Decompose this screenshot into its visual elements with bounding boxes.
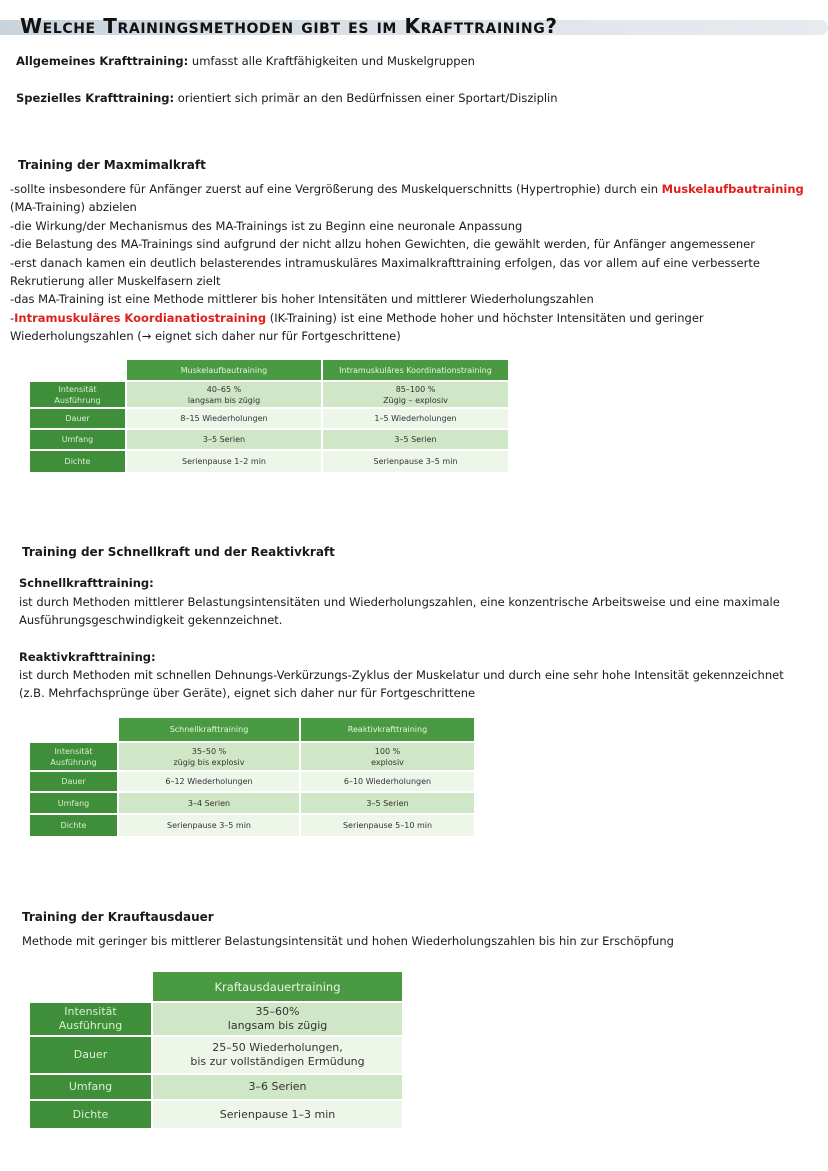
table-cell: 40–65 % langsam bis zügig <box>126 381 322 408</box>
table-corner <box>30 718 118 742</box>
ausdauer-table <box>30 972 402 1128</box>
row-label: Umfang <box>30 429 126 450</box>
page-title: Welche Trainingsmethoden gibt es im Krafttraining? <box>20 14 558 38</box>
table-cell: Serienpause 1–3 min <box>152 1100 402 1128</box>
ausdauer-text: Methode mit geringer bis mittlerer Belastungsintensität und hohen Wiederholungszahlen bis hin zur Erschöpfung <box>22 934 674 948</box>
table-row <box>30 408 508 429</box>
table-cell: 35–60% langsam bis zügig <box>152 1002 402 1036</box>
general-text: umfasst alle Kraftfähigkeiten und Muskelgruppen <box>188 54 475 68</box>
table-cell: Serienpause 3–5 min <box>118 814 300 836</box>
row-label: Dauer <box>30 771 118 792</box>
maximal-line-5: -erst danach kamen ein deutlich belasterendes intramuskuläres Maximalkrafttraining erfolgen, das vor allem auf eine verbesserte <box>10 256 760 270</box>
ik-training-highlight: Intramuskuläres Koordianatiostraining <box>14 311 267 325</box>
maximal-table <box>30 360 508 472</box>
maximal-line-1-text: -sollte insbesondere für Anfänger zuerst auf eine Vergrößerung des Muskelquerschnitts (Hypertrophie) durch ein <box>10 182 662 196</box>
schnell-heading: Training der Schnellkraft und der Reaktivkraft <box>22 545 335 559</box>
table-row <box>30 1036 402 1074</box>
schnellkraft-label: Schnellkrafttraining: <box>19 576 154 590</box>
maximal-line-9: Wiederholungszahlen (→ eignet sich daher nur für Fortgeschrittene) <box>10 329 401 343</box>
row-label: Dichte <box>30 1100 152 1128</box>
reaktivkraft-line-1: ist durch Methoden mit schnellen Dehnungs-Verkürzungs-Zyklus der Muskelatur und durch eine sehr hohe Intensität gekennzeichnet <box>19 668 784 682</box>
row-label: Intensität Ausführung <box>30 1002 152 1036</box>
row-label: Intensität Ausführung <box>30 381 126 408</box>
table-cell: 1–5 Wiederholungen <box>322 408 508 429</box>
table-row <box>30 1002 402 1036</box>
maximal-line-6: Rekrutierung aller Muskelfasern zielt <box>10 274 221 288</box>
reaktivkraft-line-2: (z.B. Mehrfachsprünge über Geräte), eignet sich daher nur für Fortgeschrittene <box>19 686 476 700</box>
table-cell: 100 % explosiv <box>300 742 474 771</box>
table-row <box>30 814 474 836</box>
column-header: Reaktivkrafttraining <box>300 718 474 742</box>
row-label: Dauer <box>30 1036 152 1074</box>
column-header: Schnellkrafttraining <box>118 718 300 742</box>
general-label: Allgemeines Krafttraining: <box>16 54 189 68</box>
table-cell: 3–4 Serien <box>118 792 300 814</box>
table-cell: 3–5 Serien <box>126 429 322 450</box>
reaktivkraft-label: Reaktivkrafttraining: <box>19 650 156 664</box>
table-row <box>30 742 474 771</box>
general-training-line <box>16 53 475 69</box>
dash: - <box>10 311 15 325</box>
column-header: Intramuskuläres Koordinationstraining <box>322 360 508 381</box>
maximal-line-3: -die Wirkung/der Mechanismus des MA-Trainings ist zu Beginn eine neuronale Anpassung <box>10 219 523 233</box>
table-row <box>30 1074 402 1100</box>
special-label: Spezielles Krafttraining: <box>16 91 175 105</box>
table-cell: 3–5 Serien <box>322 429 508 450</box>
row-label: Umfang <box>30 1074 152 1100</box>
column-header: Muskelaufbautraining <box>126 360 322 381</box>
maximal-line-1 <box>10 181 804 197</box>
schnellkraft-line-1: ist durch Methoden mittlerer Belastungsintensitäten und Wiederholungszahlen, eine konzentrische Arbeitsweise und eine maximale <box>19 595 780 609</box>
maximal-line-8-text: (IK-Training) ist eine Methode hoher und höchster Intensitäten und geringer <box>266 311 704 325</box>
table-cell: 35–50 % zügig bis explosiv <box>118 742 300 771</box>
table-corner <box>30 972 152 1002</box>
table-row <box>30 1100 402 1128</box>
column-header: Kraftausdauertraining <box>152 972 402 1002</box>
special-training-line <box>16 90 558 106</box>
ausdauer-heading: Training der Krauftausdauer <box>22 910 214 924</box>
table-cell: 6–10 Wiederholungen <box>300 771 474 792</box>
row-label: Dichte <box>30 814 118 836</box>
table-cell: Serienpause 5–10 min <box>300 814 474 836</box>
table-row <box>30 771 474 792</box>
schnell-table <box>30 718 474 836</box>
table-cell: Serienpause 3–5 min <box>322 450 508 472</box>
muscle-building-highlight: Muskelaufbautraining <box>661 182 804 196</box>
table-cell: 3–6 Serien <box>152 1074 402 1100</box>
table-cell: 6–12 Wiederholungen <box>118 771 300 792</box>
row-label: Dichte <box>30 450 126 472</box>
row-label: Umfang <box>30 792 118 814</box>
maximal-heading: Training der Maxmimalkraft <box>18 158 206 172</box>
table-cell: 25–50 Wiederholungen, bis zur vollständigen Ermüdung <box>152 1036 402 1074</box>
table-row <box>30 381 508 408</box>
table-cell: 3–5 Serien <box>300 792 474 814</box>
table-corner <box>30 360 126 381</box>
table-cell: 85–100 % Zügig – explosiv <box>322 381 508 408</box>
table-row <box>30 429 508 450</box>
table-cell: Serienpause 1–2 min <box>126 450 322 472</box>
maximal-line-4: -die Belastung des MA-Trainings sind aufgrund der nicht allzu hohen Gewichten, die gewählt werden, für Anfänger angemessener <box>10 237 755 251</box>
maximal-line-8 <box>10 310 704 326</box>
row-label: Intensität Ausführung <box>30 742 118 771</box>
table-row <box>30 792 474 814</box>
table-row <box>30 450 508 472</box>
table-cell: 8–15 Wiederholungen <box>126 408 322 429</box>
special-text: orientiert sich primär an den Bedürfnissen einer Sportart/Disziplin <box>174 91 558 105</box>
schnellkraft-line-2: Ausführungsgeschwindigkeit gekennzeichnet. <box>19 613 283 627</box>
maximal-line-7: -das MA-Training ist eine Methode mittlerer bis hoher Intensitäten und mittlerer Wiederholungszahlen <box>10 292 594 306</box>
row-label: Dauer <box>30 408 126 429</box>
maximal-line-2: (MA-Training) abzielen <box>10 200 137 214</box>
